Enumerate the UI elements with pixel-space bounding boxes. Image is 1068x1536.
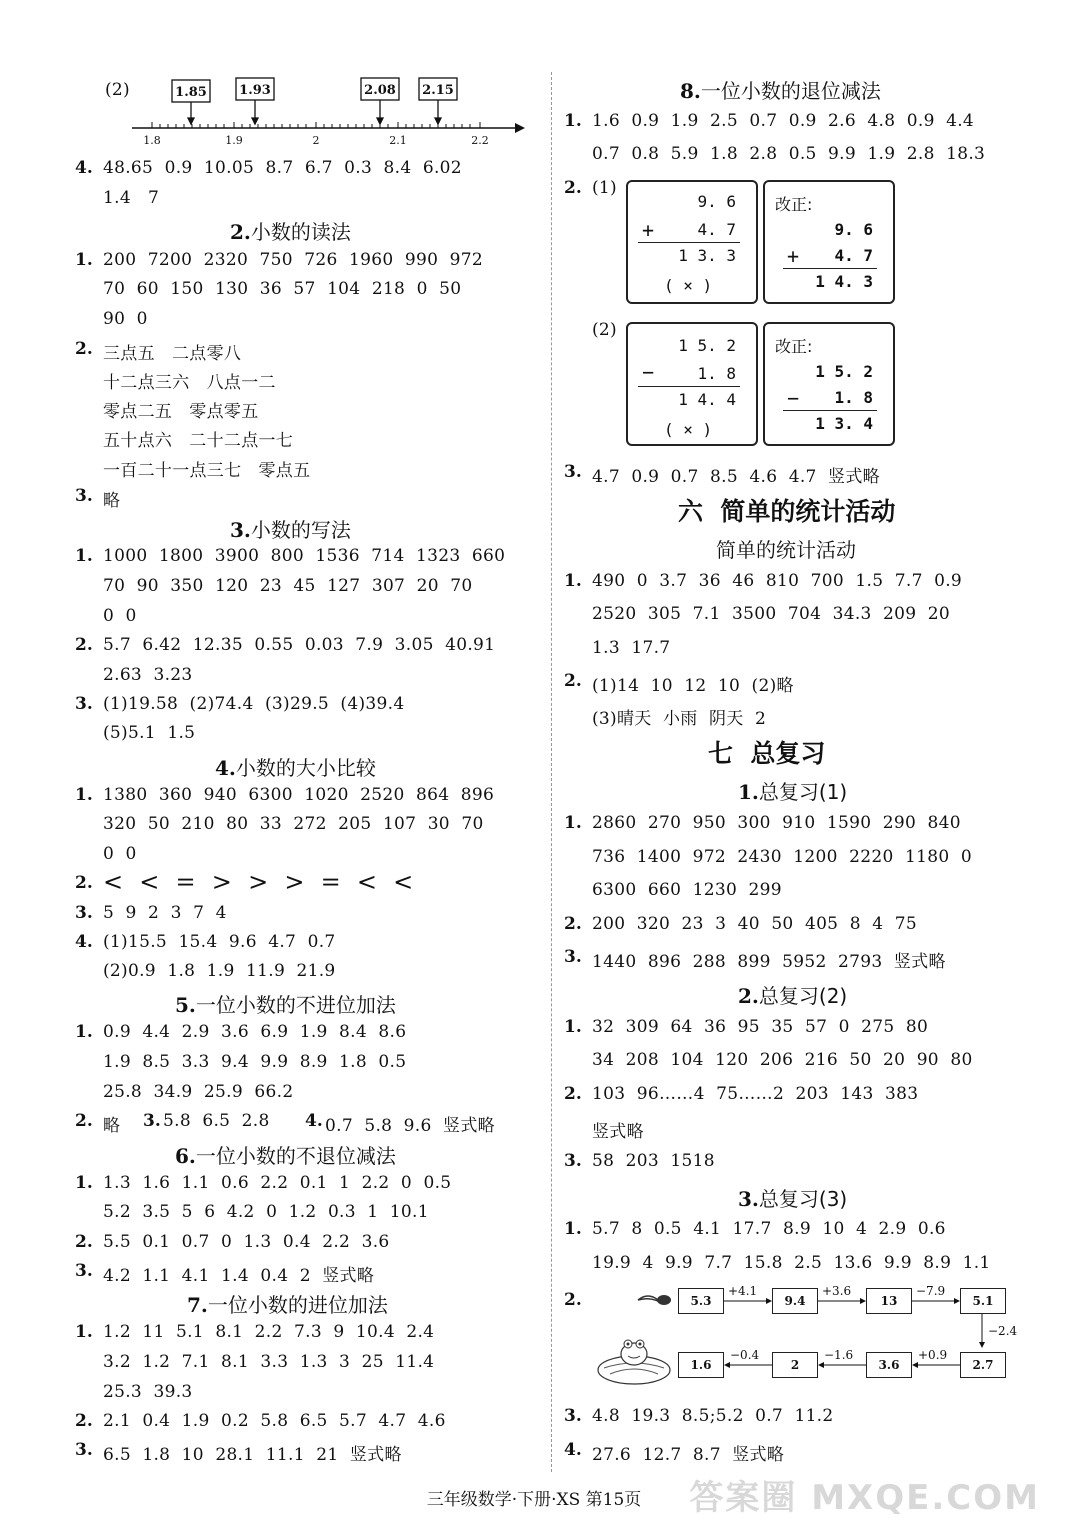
calc-operand-a: 1 5. 2 bbox=[815, 362, 873, 381]
flow-op-2: +3.6 bbox=[822, 1284, 852, 1298]
flow-op-5: +0.9 bbox=[918, 1348, 948, 1362]
section-title: 3.小数的写法 bbox=[230, 518, 351, 542]
answer-line: 略 bbox=[103, 491, 121, 511]
numberline-tick-5: 2.2 bbox=[471, 134, 489, 147]
q-number: 1. bbox=[564, 1017, 582, 1037]
q-number: 2. bbox=[564, 1084, 582, 1104]
answer-line: 1.6 0.9 1.9 2.5 0.7 0.9 2.6 4.8 0.9 4.4 bbox=[592, 111, 975, 131]
answer-line: 十二点三六 八点一二 bbox=[103, 373, 276, 393]
q-number: 1. bbox=[75, 1173, 93, 1193]
flow-box-2: 9.4 bbox=[772, 1288, 818, 1314]
calc-result: 1 3. 4 bbox=[815, 414, 873, 433]
answer-line: 5.8 6.5 2.8 bbox=[163, 1111, 270, 1131]
q-number: 4. bbox=[305, 1111, 323, 1131]
answer-line: 2520 305 7.1 3500 704 34.3 209 20 bbox=[592, 604, 951, 624]
flow-op-1: +4.1 bbox=[728, 1284, 758, 1298]
vertical-calc-corrected bbox=[763, 180, 895, 304]
unit-title: 六 简单的统计活动 bbox=[678, 497, 896, 526]
calc-operand-b: 4. 7 bbox=[697, 220, 736, 239]
numberline-tick-1: 1.8 bbox=[143, 134, 161, 147]
answer-line: 1380 360 940 6300 1020 2520 864 896 bbox=[103, 785, 495, 805]
calc-operator: + bbox=[787, 244, 800, 268]
answer-line: (1)15.5 15.4 9.6 4.7 0.7 bbox=[103, 932, 336, 952]
flow-op-4: −2.4 bbox=[988, 1324, 1018, 1338]
section-title: 8.一位小数的退位减法 bbox=[680, 79, 881, 103]
answer-line: 竖式略 bbox=[592, 1122, 644, 1142]
answer-line: 25.8 34.9 25.9 66.2 bbox=[103, 1082, 294, 1102]
correction-label: 改正: bbox=[775, 195, 813, 214]
numberline-box-1: 1.85 bbox=[175, 85, 207, 100]
numberline-box-4: 2.15 bbox=[422, 83, 454, 98]
section-title: 6.一位小数的不退位减法 bbox=[175, 1144, 396, 1168]
answer-line: 五十点六 二十二点一七 bbox=[103, 431, 294, 451]
answer-line: (1)19.58 (2)74.4 (3)29.5 (4)39.4 bbox=[103, 694, 405, 714]
answer-line: 6.5 1.8 10 28.1 11.1 21 竖式略 bbox=[103, 1445, 402, 1465]
section-title: 2.小数的读法 bbox=[230, 220, 351, 244]
answer-line: 70 60 150 130 36 57 104 218 0 50 bbox=[103, 279, 462, 299]
q-number: 3. bbox=[564, 462, 582, 482]
answer-line: 4.2 1.1 4.1 1.4 0.4 2 竖式略 bbox=[103, 1266, 375, 1286]
answer-line: 1.9 8.5 3.3 9.4 9.9 8.9 1.8 0.5 bbox=[103, 1052, 407, 1072]
wrong-mark: ( × ) bbox=[664, 276, 713, 295]
answer-line: 4.8 19.3 8.5;5.2 0.7 11.2 bbox=[592, 1406, 834, 1426]
q-number: 1. bbox=[75, 785, 93, 805]
calc-operator: − bbox=[787, 386, 800, 410]
answer-line: 34 208 104 120 206 216 50 20 90 80 bbox=[592, 1050, 973, 1070]
calc-operand-a: 1 5. 2 bbox=[678, 336, 736, 355]
numberline-tick-4: 2.1 bbox=[389, 134, 407, 147]
q-number: 2. bbox=[75, 873, 93, 893]
answer-line: 5 9 2 3 7 4 bbox=[103, 903, 227, 923]
answer-line: (2)0.9 1.8 1.9 11.9 21.9 bbox=[103, 961, 336, 981]
calc-operand-a: 9. 6 bbox=[697, 192, 736, 211]
q-number: 1. bbox=[75, 1022, 93, 1042]
flow-box-7: 2 bbox=[772, 1352, 818, 1378]
answer-line: < < = > > > = < < bbox=[103, 868, 414, 896]
answer-line: 19.9 4 9.9 7.7 15.8 2.5 13.6 9.9 8.9 1.1 bbox=[592, 1253, 991, 1273]
answer-line: 2860 270 950 300 910 1590 290 840 bbox=[592, 813, 961, 833]
answer-line: 1.3 17.7 bbox=[592, 638, 671, 658]
q-number: 2. bbox=[75, 339, 93, 359]
flow-op-6: −1.6 bbox=[824, 1348, 854, 1362]
calculation-flow bbox=[620, 1284, 1020, 1394]
q-number: 3. bbox=[564, 1151, 582, 1171]
calc-operand-b: 1. 8 bbox=[697, 364, 736, 383]
flow-box-5: 2.7 bbox=[960, 1352, 1006, 1378]
answer-line: 70 90 350 120 23 45 127 307 20 70 bbox=[103, 576, 473, 596]
section-title: 简单的统计活动 bbox=[716, 538, 856, 562]
q-number: 2. bbox=[564, 914, 582, 934]
calc-operand-a: 9. 6 bbox=[834, 220, 873, 239]
calc-operand-b: 4. 7 bbox=[834, 246, 873, 265]
answer-line: 0.7 5.8 9.6 竖式略 bbox=[325, 1116, 495, 1136]
q-number: 2. bbox=[564, 671, 582, 691]
answer-line: 5.5 0.1 0.7 0 1.3 0.4 2.2 3.6 bbox=[103, 1232, 390, 1252]
q-number: 4. bbox=[564, 1440, 582, 1460]
q-number: 4. bbox=[75, 932, 93, 952]
answer-line: (3)晴天 小雨 阴天 2 bbox=[592, 709, 767, 729]
q-number: 1. bbox=[564, 571, 582, 591]
wrong-mark: ( × ) bbox=[664, 420, 713, 439]
answer-line: 2.63 3.23 bbox=[103, 665, 193, 685]
q-number: 2. bbox=[75, 635, 93, 655]
answer-line: 5.7 8 0.5 4.1 17.7 8.9 10 4 2.9 0.6 bbox=[592, 1219, 946, 1239]
q-number: 1. bbox=[564, 111, 582, 131]
q-number: 1. bbox=[75, 250, 93, 270]
answer-line: 32 309 64 36 95 35 57 0 275 80 bbox=[592, 1017, 929, 1037]
answer-line: 0 0 bbox=[103, 844, 137, 864]
flow-box-6: 3.6 bbox=[866, 1352, 912, 1378]
answer-line: 0 0 bbox=[103, 606, 137, 626]
q-number: 2. bbox=[75, 1232, 93, 1252]
part-label: (2) bbox=[592, 320, 617, 340]
section-title: 3.总复习(3) bbox=[738, 1187, 848, 1211]
q-number: 2. bbox=[75, 1111, 93, 1131]
section-title: 5.一位小数的不进位加法 bbox=[175, 993, 396, 1017]
q-number: 2. bbox=[564, 178, 582, 198]
answer-line: 5.7 6.42 12.35 0.55 0.03 7.9 3.05 40.91 bbox=[103, 635, 496, 655]
q-number: 1. bbox=[564, 1219, 582, 1239]
answer-line: 5.2 3.5 5 6 4.2 0 1.2 0.3 1 10.1 bbox=[103, 1202, 429, 1222]
number-line bbox=[130, 74, 530, 154]
answer-line: 58 203 1518 bbox=[592, 1151, 715, 1171]
section-title: 4.小数的大小比较 bbox=[215, 756, 376, 780]
flow-op-7: −0.4 bbox=[730, 1348, 760, 1362]
flow-box-3: 13 bbox=[866, 1288, 912, 1314]
answer-line: 90 0 bbox=[103, 309, 148, 329]
q-number: 4. bbox=[75, 158, 93, 178]
numberline-box-2: 1.93 bbox=[239, 83, 271, 98]
section-title: 1.总复习(1) bbox=[738, 780, 848, 804]
numberline-tick-3: 2 bbox=[312, 134, 320, 147]
tadpole-icon bbox=[634, 1288, 674, 1310]
q-number: 2. bbox=[75, 1411, 93, 1431]
answer-line: 1000 1800 3900 800 1536 714 1323 660 bbox=[103, 546, 506, 566]
answer-line: 一百二十一点三七 零点五 bbox=[103, 461, 311, 481]
answer-line: 1440 896 288 899 5952 2793 竖式略 bbox=[592, 952, 946, 972]
calc-result: 1 4. 4 bbox=[678, 390, 736, 409]
answer-line: 0.9 4.4 2.9 3.6 6.9 1.9 8.4 8.6 bbox=[103, 1022, 407, 1042]
answer-line: 48.65 0.9 10.05 8.7 6.7 0.3 8.4 6.02 bbox=[103, 158, 462, 178]
q-number: 1. bbox=[564, 813, 582, 833]
watermark: 答案圈 MXQE.COM bbox=[689, 1478, 1040, 1518]
answer-line: 736 1400 972 2430 1200 2220 1180 0 bbox=[592, 847, 972, 867]
page-footer: 三年级数学·下册·XS 第15页 bbox=[426, 1490, 642, 1510]
answer-line: 4.7 0.9 0.7 8.5 4.6 4.7 竖式略 bbox=[592, 467, 880, 487]
answer-line: 2.1 0.4 1.9 0.2 5.8 6.5 5.7 4.7 4.6 bbox=[103, 1411, 446, 1431]
vertical-calc-corrected bbox=[763, 322, 895, 446]
answer-line: 200 320 23 3 40 50 405 8 4 75 bbox=[592, 914, 917, 934]
numberline-label: (2) bbox=[105, 80, 130, 100]
q-number: 3. bbox=[75, 903, 93, 923]
vertical-calc-wrong bbox=[626, 180, 758, 304]
correction-label: 改正: bbox=[775, 337, 813, 356]
q-number: 3. bbox=[75, 486, 93, 506]
answer-line: 3.2 1.2 7.1 8.1 3.3 1.3 3 25 11.4 bbox=[103, 1352, 435, 1372]
answer-line: 490 0 3.7 36 46 810 700 1.5 7.7 0.9 bbox=[592, 571, 963, 591]
answer-line: 103 96……4 75……2 203 143 383 bbox=[592, 1084, 919, 1104]
q-number: 3. bbox=[564, 1406, 582, 1426]
calc-operator: + bbox=[642, 218, 655, 242]
answer-line: 200 7200 2320 750 726 1960 990 972 bbox=[103, 250, 483, 270]
calc-result: 1 3. 3 bbox=[678, 246, 736, 265]
answer-line: 27.6 12.7 8.7 竖式略 bbox=[592, 1445, 785, 1465]
unit-title: 七 总复习 bbox=[708, 739, 826, 768]
answer-line: 25.3 39.3 bbox=[103, 1382, 193, 1402]
frog-on-lilypad-icon bbox=[594, 1328, 674, 1388]
numberline-tick-2: 1.9 bbox=[225, 134, 243, 147]
q-number: 3. bbox=[75, 1440, 93, 1460]
q-number: 3. bbox=[75, 694, 93, 714]
calc-result: 1 4. 3 bbox=[815, 272, 873, 291]
flow-op-3: −7.9 bbox=[916, 1284, 946, 1298]
calc-operand-b: 1. 8 bbox=[834, 388, 873, 407]
flow-box-8: 1.6 bbox=[678, 1352, 724, 1378]
flow-box-1: 5.3 bbox=[678, 1288, 724, 1314]
q-number: 3. bbox=[75, 1261, 93, 1281]
q-number: 3. bbox=[564, 947, 582, 967]
answer-line: 三点五 二点零八 bbox=[103, 344, 242, 364]
q-number: 1. bbox=[75, 546, 93, 566]
flow-box-4: 5.1 bbox=[960, 1288, 1006, 1314]
q-number: 2. bbox=[564, 1290, 582, 1310]
column-divider bbox=[551, 72, 552, 1472]
answer-line: 320 50 210 80 33 272 205 107 30 70 bbox=[103, 814, 484, 834]
numberline-box-3: 2.08 bbox=[364, 83, 396, 98]
vertical-calc-wrong bbox=[626, 322, 758, 446]
part-label: (1) bbox=[592, 178, 617, 198]
answer-line: 1.2 11 5.1 8.1 2.2 7.3 9 10.4 2.4 bbox=[103, 1322, 435, 1342]
answer-line: 6300 660 1230 299 bbox=[592, 880, 782, 900]
section-title: 7.一位小数的进位加法 bbox=[187, 1293, 388, 1317]
calc-operator: − bbox=[642, 360, 655, 384]
q-number: 1. bbox=[75, 1322, 93, 1342]
answer-line: (1)14 10 12 10 (2)略 bbox=[592, 676, 794, 696]
answer-line: (5)5.1 1.5 bbox=[103, 723, 196, 743]
answer-line: 略 bbox=[103, 1116, 121, 1136]
q-number: 3. bbox=[143, 1111, 161, 1131]
answer-line: 1.4 7 bbox=[103, 188, 160, 208]
answer-line: 零点二五 零点零五 bbox=[103, 402, 259, 422]
section-title: 2.总复习(2) bbox=[738, 984, 848, 1008]
answer-line: 0.7 0.8 5.9 1.8 2.8 0.5 9.9 1.9 2.8 18.3 bbox=[592, 144, 986, 164]
answer-line: 1.3 1.6 1.1 0.6 2.2 0.1 1 2.2 0 0.5 bbox=[103, 1173, 452, 1193]
